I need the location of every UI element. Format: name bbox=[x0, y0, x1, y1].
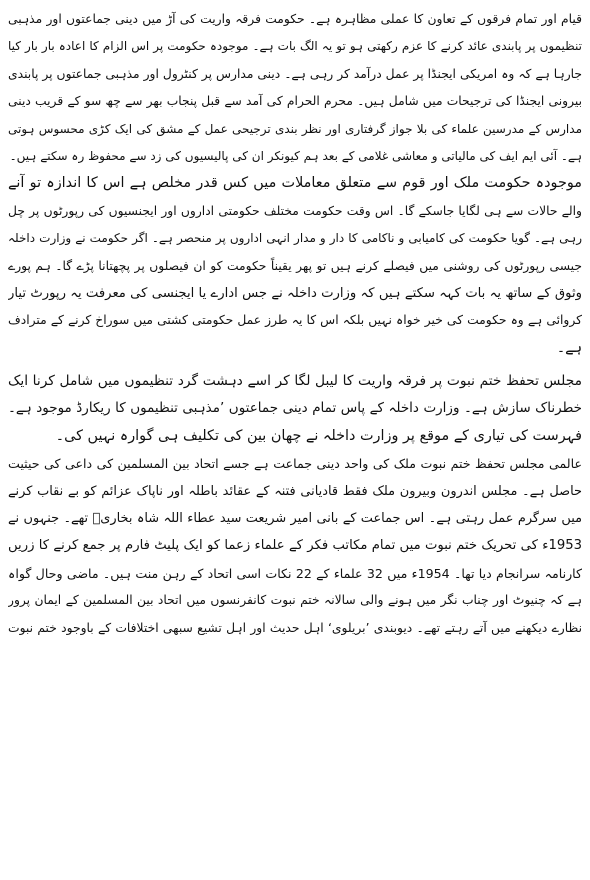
text-line: عالمی مجلس تحفظ ختم نبوت ملک کی واحد دینی جماعت ہے جسے اتحاد بین المسلمین کی داعی کی حیثیت bbox=[8, 456, 582, 472]
paragraph-2 bbox=[8, 170, 582, 362]
text-line: کارنامہ سرانجام دیا تھا۔ 1954ء میں 32 علماء کے 22 نکات اسی اتحاد کے رہن منت ہیں۔ ماضی وحال گواہ bbox=[8, 565, 582, 581]
text-line: میں سرگرم عمل رہتی ہے۔ اس جماعت کے بانی امیر شریعت سید عطاء اللہ شاہ بخاریؒ تھے۔ جنہوں نے bbox=[8, 511, 582, 527]
text-line: وثوق کے ساتھ یہ بات کہہ سکتے ہیں کہ وزارت داخلہ نے جس ادارے یا ایجنسی کی معرفت یہ رپورٹ تیار bbox=[8, 285, 582, 301]
text-line: مدارس کے مدرسین علماء کی بلا جواز گرفتاری اور نظر بندی ترجیحی عمل کے مشق کی ایک کڑی محسوس ہوتی bbox=[8, 121, 582, 136]
text-line: ہے کہ چنیوٹ اور چناب نگر میں ہونے والی سالانہ ختم نبوت کانفرنسوں میں اتحاد بین المسلمین کے ایمان پرور bbox=[8, 593, 582, 608]
paragraph-4 bbox=[8, 450, 582, 642]
text-line: قیام اور تمام فرقوں کے تعاون کا عملی مظاہرہ ہے۔ حکومت فرقہ واریت کی آڑ میں دینی جماعتوں اور مذہبی bbox=[8, 12, 582, 26]
text-line: خطرناک سازش ہے۔ وزارت داخلہ کے پاس تمام دینی جماعتوں ’مذہبی تنظیموں کا ریکارڈ موجود ہے۔ bbox=[8, 400, 582, 417]
text-line: نظارے دیکھنے میں آتے رہتے تھے۔ دیوبندی ’بریلوی‘ اہل حدیث اور اہل تشیع سبھی اختلافات کے باوجود ختم نبوت bbox=[8, 620, 582, 635]
paragraph-3 bbox=[8, 368, 582, 450]
text-line: فہرست کی تیاری کے موقع پر وزارت داخلہ نے چھان بین کی تکلیف ہی گوارہ نہیں کی۔ bbox=[55, 427, 582, 444]
text-line: کروائی ہے وہ حکومت کی خیر خواہ نہیں بلکہ اس کا یہ طرز عمل حکومتی کشتی میں سوراخ کرنے کے مترادف bbox=[8, 313, 582, 328]
paragraph-1 bbox=[8, 6, 582, 170]
text-line: ہے۔ bbox=[556, 339, 582, 356]
text-line: 1953ء کی تحریک ختم نبوت میں تمام مکاتب فکر کے علماء زعما کو ایک پلیٹ فارم پر جمع کرنے کا زریں bbox=[8, 538, 582, 554]
text-line: جارہا ہے کہ وہ امریکی ایجنڈا پر عمل درآمد کر رہی ہے۔ دینی مدارس پر کنٹرول اور مذہبی جماعتوں پر پابندی bbox=[8, 66, 582, 81]
text-line: والے حالات سے ہی لگایا جاسکے گا۔ اس وقت حکومت مختلف حکومتی اداروں اور ایجنسیوں کی رپورٹوں پر چل bbox=[8, 203, 582, 218]
text-line: رہی ہے۔ گویا حکومت کی کامیابی و ناکامی کا دار و مدار انہی اداروں پر منحصر ہے۔ اگر حکومت نے وزارت داخلہ bbox=[8, 231, 582, 246]
text-line: مجلس تحفظ ختم نبوت پر فرقہ واریت کا لیبل لگا کر اسے دہشت گرد تنظیموں میں شامل کرنا ایک bbox=[8, 373, 582, 390]
text-line: تنظیموں پر پابندی عائد کرنے کا عزم رکھتی ہو تو یہ الگ بات ہے۔ موجودہ حکومت پر اس الزام کا اعادہ بار بار کیا bbox=[8, 39, 582, 54]
text-line: موجودہ حکومت ملک اور قوم سے متعلق معاملات میں کس قدر مخلص ہے اس کا اندازہ تو آنے bbox=[8, 175, 582, 192]
text-line: ہے۔ آئی ایم ایف کی مالیاتی و معاشی غلامی کے بعد ہم کیونکر ان کی پالیسیوں کی زد سے محفوظ رہ سکتے ہیں۔ bbox=[9, 148, 582, 163]
text-line: بیرونی ایجنڈا کی ترجیحات میں شامل ہیں۔ محرم الحرام کی آمد سے قبل پنجاب بھر سے چھ سو کے قریب دینی bbox=[8, 94, 582, 109]
text-line: جیسی رپورٹوں کی روشنی میں فیصلے کرنے ہیں تو پھر یقیناً حکومت کو ان فیصلوں پر پچھتانا پڑے گا۔ ہم پورے bbox=[8, 258, 582, 273]
text-line: حاصل ہے۔ مجلس اندرون وبیرون ملک فقط قادیانی فتنہ کے عقائد باطلہ اور ناپاک عزائم کو بے نقاب کرنے bbox=[8, 483, 582, 499]
